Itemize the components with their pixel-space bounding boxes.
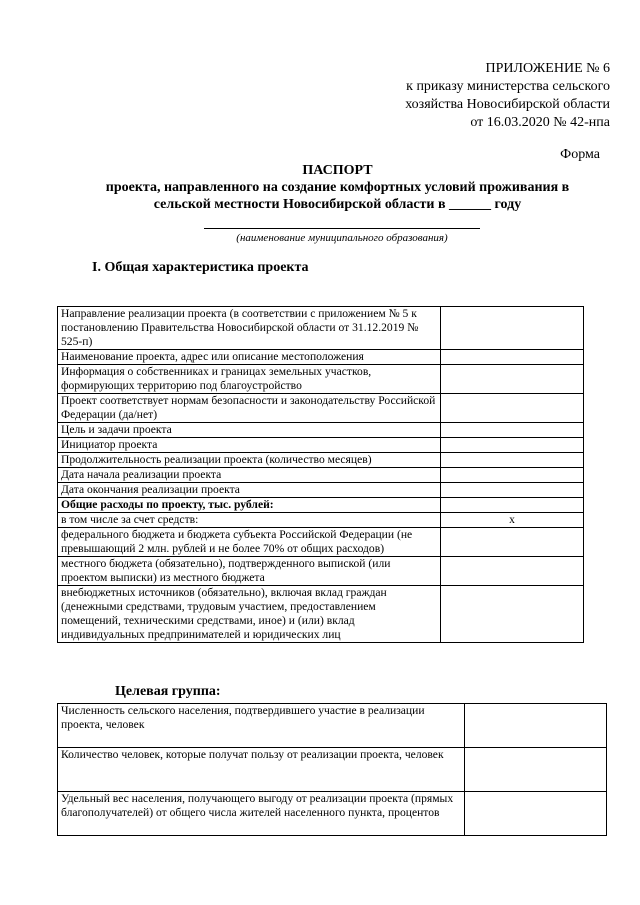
row-value-cell[interactable] <box>440 528 583 557</box>
row-value-cell[interactable] <box>440 498 583 513</box>
appendix-line: к приказу министерства сельского <box>406 79 610 94</box>
characteristics-table <box>57 306 584 643</box>
document-title <box>60 162 615 213</box>
table-row <box>58 748 607 792</box>
municipal-caption: (наименование муниципального образования) <box>236 232 448 244</box>
target-group-table <box>57 703 607 836</box>
table-row <box>58 453 584 468</box>
row-label: Численность сельского населения, подтвердившего участие в реализации проекта, человек <box>58 704 465 748</box>
table-row <box>58 483 584 498</box>
row-value-cell[interactable] <box>465 704 607 748</box>
row-value-cell[interactable] <box>440 365 583 394</box>
appendix-line: хозяйства Новосибирской области <box>405 97 610 112</box>
table-row <box>58 438 584 453</box>
row-label: Продолжительность реализации проекта (количество месяцев) <box>58 453 441 468</box>
row-label: Направление реализации проекта (в соответствии с приложением № 5 к постановлению Правительства Новосибирской области от 31.12.2019 № 525-п) <box>58 307 441 350</box>
title-line: сельской местности Новосибирской области в ______ году <box>153 197 522 212</box>
row-label: в том числе за счет средств: <box>58 513 441 528</box>
row-value-cell[interactable] <box>440 307 583 350</box>
table-row <box>58 394 584 423</box>
table-row <box>58 513 584 528</box>
target-group-heading: Целевая группа: <box>115 684 221 699</box>
row-value-cell: х <box>440 513 583 528</box>
row-label: Цель и задачи проекта <box>58 423 441 438</box>
table-row <box>58 307 584 350</box>
appendix-header <box>330 60 610 132</box>
table-row <box>58 365 584 394</box>
row-value-cell[interactable] <box>465 792 607 836</box>
row-value-cell[interactable] <box>440 350 583 365</box>
table-row <box>58 350 584 365</box>
row-value-cell[interactable] <box>440 423 583 438</box>
row-label: федерального бюджета и бюджета субъекта Российской Федерации (не превышающий 2 млн. рублей и не более 70% от общих расходов) <box>58 528 441 557</box>
row-label: Инициатор проекта <box>58 438 441 453</box>
title-line: ПАСПОРТ <box>302 163 373 178</box>
municipal-name-line[interactable] <box>204 228 480 229</box>
row-value-cell[interactable] <box>440 394 583 423</box>
row-label: местного бюджета (обязательно), подтвержденного выпиской (или проектом выписки) из местного бюджета <box>58 557 441 586</box>
table-row-total <box>58 498 584 513</box>
table-row <box>58 468 584 483</box>
table-row <box>58 704 607 748</box>
row-label: Дата окончания реализации проекта <box>58 483 441 498</box>
form-label: Форма <box>560 147 600 162</box>
appendix-line: ПРИЛОЖЕНИЕ № 6 <box>485 61 610 76</box>
table-row <box>58 528 584 557</box>
row-label: внебюджетных источников (обязательно), включая вклад граждан (денежными средствами, трудовым участием, предоставлением помещений, техническими средствами, иное) и (или) вклад индивидуальных предпринимателей и юридических лиц <box>58 586 441 643</box>
section-heading: I. Общая характеристика проекта <box>92 260 309 275</box>
row-value-cell[interactable] <box>440 483 583 498</box>
row-value-cell[interactable] <box>440 468 583 483</box>
table-row <box>58 557 584 586</box>
title-line: проекта, направленного на создание комфортных условий проживания в <box>105 180 570 195</box>
table-row <box>58 586 584 643</box>
row-label: Дата начала реализации проекта <box>58 468 441 483</box>
row-value-cell[interactable] <box>440 586 583 643</box>
row-value-cell[interactable] <box>440 557 583 586</box>
row-label: Информация о собственниках и границах земельных участков, формирующих территорию под благоустройство <box>58 365 441 394</box>
table-row <box>58 792 607 836</box>
row-label: Удельный вес населения, получающего выгоду от реализации проекта (прямых благополучателей) от общего числа жителей населенного пункта, процентов <box>58 792 465 836</box>
row-value-cell[interactable] <box>440 438 583 453</box>
row-label: Проект соответствует нормам безопасности и законодательству Российской Федерации (да/нет) <box>58 394 441 423</box>
row-value-cell[interactable] <box>440 453 583 468</box>
row-label: Количество человек, которые получат пользу от реализации проекта, человек <box>58 748 465 792</box>
table-row <box>58 423 584 438</box>
row-value-cell[interactable] <box>465 748 607 792</box>
row-label: Общие расходы по проекту, тыс. рублей: <box>58 498 441 513</box>
appendix-line: от 16.03.2020 № 42-нпа <box>470 115 610 130</box>
row-label: Наименование проекта, адрес или описание местоположения <box>58 350 441 365</box>
